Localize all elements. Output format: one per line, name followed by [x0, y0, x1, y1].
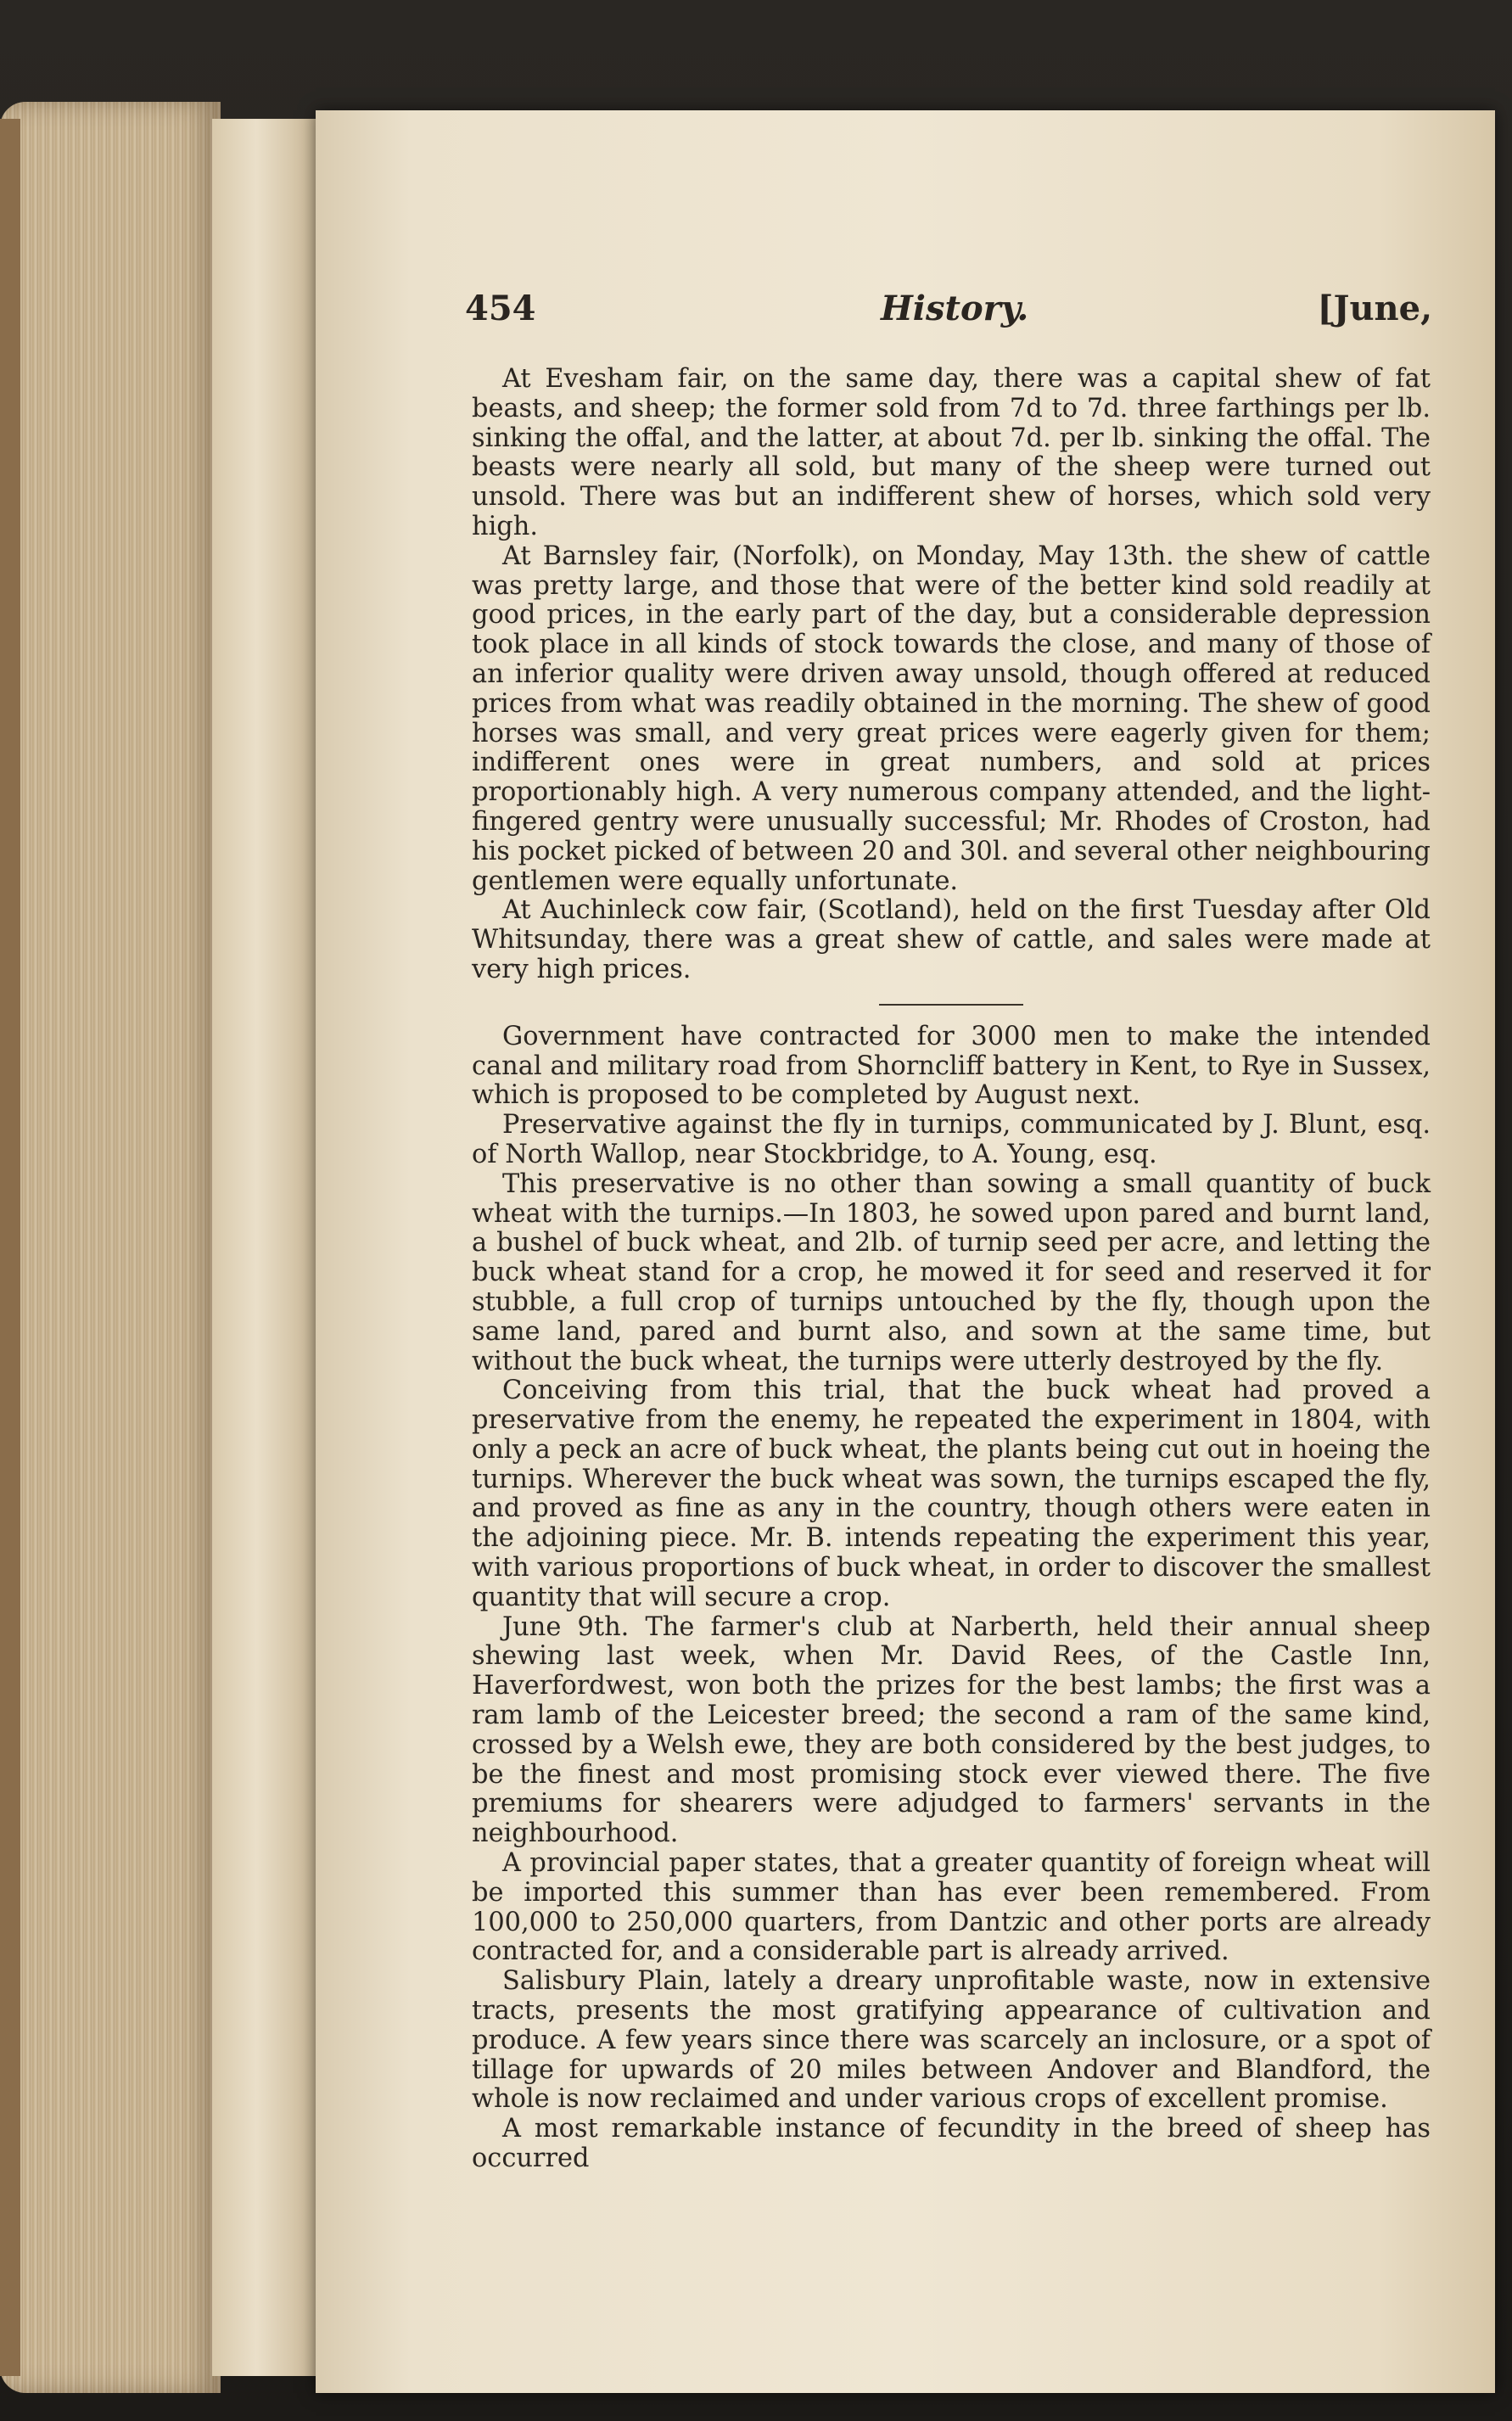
paragraph: June 9th. The farmer's club at Narberth, held their annual sheep shewing last week, when Mr. David Rees, of the Castle Inn, Haverfordwest, won both the prizes for the best lambs; the first was a ram lamb of the Leicester breed; the second a ram of the same kind, crossed by a Welsh ewe, they are both considered by the best judges, to be the finest and most promising stock ever viewed there. The five premiums for shearers were adjudged to farmers' servants in the neighbourhood.	[472, 1611, 1431, 1849]
paragraph: Government have contracted for 3000 men to make the intended canal and military road from Shorncliff battery in Kent, to Rye in Sussex, which is proposed to be completed by August next.	[472, 1021, 1431, 1111]
section-divider	[879, 1004, 1023, 1006]
paragraph: Preservative against the fly in turnips, communicated by J. Blunt, esq. of North Wallop, near Stockbridge, to A. Young, esq.	[472, 1110, 1431, 1169]
book-fore-edge	[0, 102, 221, 2393]
paragraph: This preservative is no other than sowing a small quantity of buck wheat with the turnips.—In 1803, he sowed upon pared and burnt land, a bushel of buck wheat, and 2lb. of turnip seed per acre, and letting the buck wheat stand for a crop, he mowed it for seed and reserved it for stubble, a full crop of turnips untouched by the fly, though upon the same land, pared and burnt also, and sown at the same time, but without the buck wheat, the turnips were utterly destroyed by the fly.	[472, 1168, 1431, 1376]
paragraph: A most remarkable instance of fecundity in the breed of sheep has occurred	[472, 2114, 1431, 2174]
paragraph: At Barnsley fair, (Norfolk), on Monday, May 13th. the shew of cattle was pretty large, and those that were of the better kind sold readily at good prices, in the early part of the day, but a considerable depression took place in all kinds of stock towards the close, and many of those of an inferior quality were driven away unsold, though offered at reduced prices from what was readily obtained in the morning. The shew of good horses was small, and very great prices were eagerly given for them; indifferent ones were in great numbers, and sold at prices proportionably high. A very numerous company attended, and the light-fingered gentry were unusually successful; Mr. Rhodes of Croston, had his pocket picked of between 20 and 30l. and several other neighbouring gentlemen were equally unfortunate.	[472, 541, 1431, 896]
book-cover-edge	[0, 119, 20, 2376]
page-number: 454	[465, 289, 536, 328]
paragraph: Salisbury Plain, lately a dreary unprofitable waste, now in extensive tracts, presents the most gratifying appearance of cultivation and produce. A few years since there was scarcely an inclosure, or a spot of tillage for upwards of 20 miles between Andover and Blandford, the whole is now reclaimed and under various crops of excellent promise.	[472, 1966, 1431, 2115]
running-head-month: [June,	[1317, 289, 1432, 328]
paragraph: Conceiving from this trial, that the buck wheat had proved a preservative from the enemy, he repeated the experiment in 1804, with only a peck an acre of buck wheat, the plants being cut out in hoeing the turnips. Wherever the buck wheat was sown, the turnips escaped the fly, and proved as fine as any in the country, though others were eaten in the adjoining piece. Mr. B. intends repeating the experiment this year, with various proportions of buck wheat, in order to discover the smallest quantity that will secure a crop.	[472, 1376, 1431, 1612]
paragraph: At Evesham fair, on the same day, there was a capital shew of fat beasts, and sheep; the former sold from 7d to 7d. three farthings per lb. sinking the offal, and the latter, at about 7d. per lb. sinking the offal. The beasts were nearly all sold, but many of the sheep were turned out unsold. There was but an indifferent shew of horses, which sold very high.	[472, 364, 1431, 541]
paragraph: A provincial paper states, that a greater quantity of foreign wheat will be imported this summer than has ever been remembered. From 100,000 to 250,000 quarters, from Dantzic and other ports are already contracted for, and a considerable part is already arrived.	[472, 1848, 1431, 1967]
page-header	[465, 289, 1432, 339]
running-head: History.	[881, 289, 1029, 328]
paragraph: At Auchinleck cow fair, (Scotland), held on the first Tuesday after Old Whitsunday, there was a great shew of cattle, and sales were made at very high prices.	[472, 895, 1431, 984]
book-gutter	[212, 119, 322, 2376]
page-body	[472, 365, 1431, 2174]
